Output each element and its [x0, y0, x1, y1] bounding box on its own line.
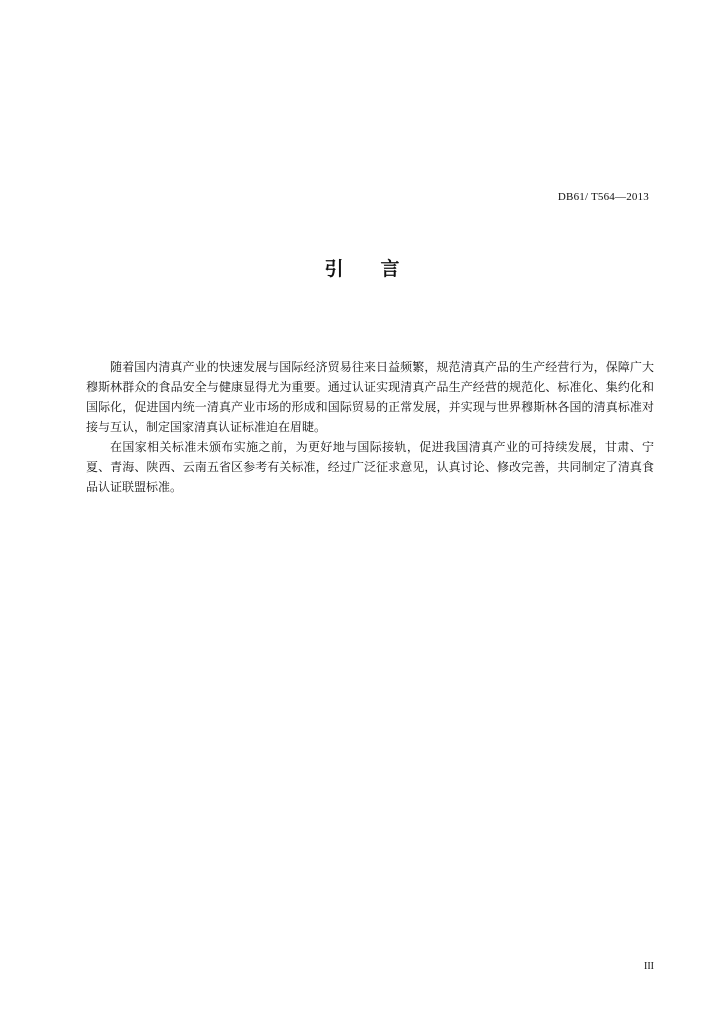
title-char-1: 引: [324, 258, 344, 280]
page-title: [0, 254, 724, 281]
page-number: III: [644, 961, 654, 972]
title-char-2: 言: [380, 258, 400, 280]
paragraph-2: 在国家相关标准未颁布实施之前，为更好地与国际接轨，促进我国清真产业的可持续发展，甘肃、宁夏、青海、陕西、云南五省区参考有关标准，经过广泛征求意见，认真讨论、修改完善，共同制定了清真食品认证联盟标准。: [86, 440, 654, 494]
paragraph-1: 随着国内清真产业的快速发展与国际经济贸易往来日益频繁，规范清真产品的生产经营行为，保障广大穆斯林群众的食品安全与健康显得尤为重要。通过认证实现清真产品生产经营的规范化、标准化、集约化和国际化，促进国内统一清真产业市场的形成和国际贸易的正常发展，并实现与世界穆斯林各国的清真标准对接与互认，制定国家清真认证标准迫在眉睫。: [86, 360, 654, 434]
introduction-body: [86, 357, 654, 497]
document-code: DB61/ T564—2013: [557, 191, 649, 203]
